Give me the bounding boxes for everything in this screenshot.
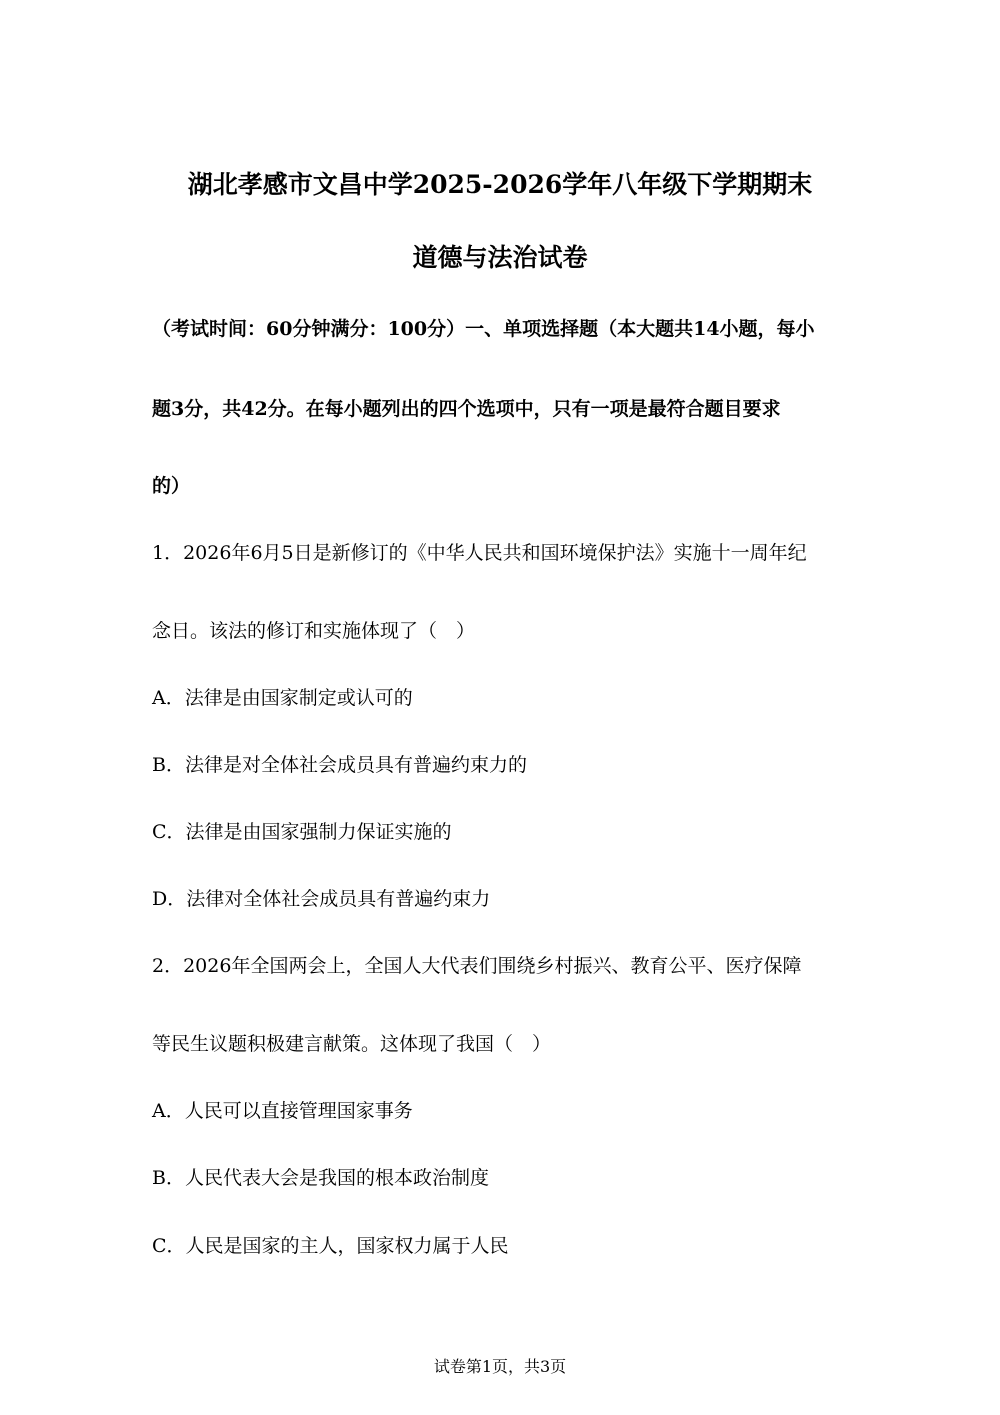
question-1-option-a: A．法律是由国家制定或认可的	[152, 687, 413, 709]
instructions-line-1: （考试时间：60分钟满分：100分）一、单项选择题（本大题共14小题，每小	[152, 318, 815, 340]
question-2-stem-line-2: 等民生议题积极建言献策。这体现了我国（ ）	[152, 1033, 552, 1055]
exam-title-line-1: 湖北孝感市文昌中学2025-2026学年八年级下学期期末	[187, 170, 813, 199]
question-2-stem-line-1: 2．2026年全国两会上，全国人大代表们围绕乡村振兴、教育公平、医疗保障	[152, 955, 802, 977]
question-1-stem-line-2: 念日。该法的修订和实施体现了（ ）	[152, 620, 476, 642]
question-2-option-a: A．人民可以直接管理国家事务	[152, 1100, 413, 1122]
question-1-option-c: C．法律是由国家强制力保证实施的	[152, 821, 452, 843]
question-1-option-d: D．法律对全体社会成员具有普遍约束力	[152, 888, 491, 910]
question-1-stem-line-1: 1．2026年6月5日是新修订的《中华人民共和国环境保护法》实施十一周年纪	[152, 542, 807, 564]
instructions-line-3: 的）	[152, 475, 191, 497]
page-footer: 试卷第1页，共3页	[433, 1357, 567, 1376]
exam-title-line-2: 道德与法治试卷	[412, 243, 588, 272]
instructions-line-2: 题3分，共42分。在每小题列出的四个选项中，只有一项是最符合题目要求	[152, 398, 781, 420]
question-2-option-b: B．人民代表大会是我国的根本政治制度	[152, 1167, 489, 1189]
question-1-option-b: B．法律是对全体社会成员具有普遍约束力的	[152, 754, 527, 776]
question-2-option-c: C．人民是国家的主人，国家权力属于人民	[152, 1235, 509, 1257]
